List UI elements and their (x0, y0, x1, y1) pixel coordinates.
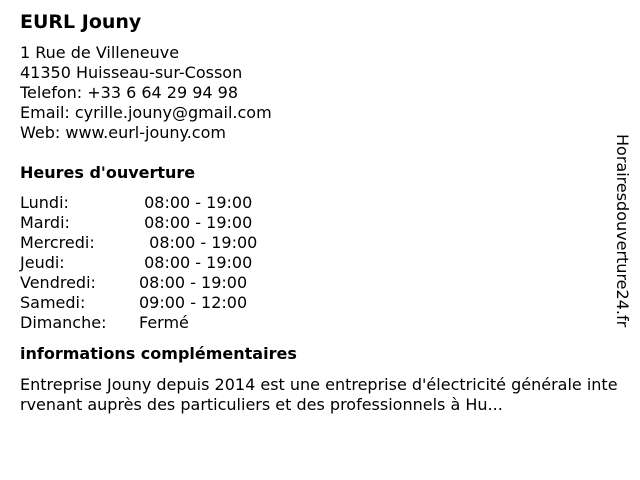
hours-value: 09:00 - 12:00 (139, 293, 248, 312)
hours-row-saturday (20, 293, 257, 313)
hours-value: 08:00 - 19:00 (139, 233, 258, 252)
hours-row-friday (20, 273, 257, 293)
phone-line: Telefon: +33 6 64 29 94 98 (20, 83, 239, 102)
day-label: Vendredi: (20, 273, 96, 292)
business-card (20, 10, 618, 415)
opening-hours-table (20, 193, 257, 333)
hours-row-thursday (20, 253, 257, 273)
email-line: Email: cyrille.jouny@gmail.com (20, 103, 272, 122)
day-label: Lundi: (20, 193, 69, 212)
additional-info-heading: informations complémentaires (20, 344, 297, 363)
hours-row-sunday (20, 313, 257, 333)
hours-row-monday (20, 193, 257, 213)
additional-info-text: Entreprise Jouny depuis 2014 est une entreprise d'électricité générale intervenant auprès des particuliers et des professionnels à Hu... (20, 375, 618, 414)
hours-row-tuesday (20, 213, 257, 233)
day-label: Jeudi: (20, 253, 65, 272)
site-watermark: Horairesdouverture24.fr (613, 134, 632, 328)
address-street: 1 Rue de Villeneuve (20, 43, 180, 62)
website-line: Web: www.eurl-jouny.com (20, 123, 226, 142)
day-label: Dimanche: (20, 313, 107, 332)
day-label: Mercredi: (20, 233, 95, 252)
hours-value: 08:00 - 19:00 (139, 193, 253, 212)
day-label: Mardi: (20, 213, 70, 232)
hours-row-wednesday (20, 233, 257, 253)
hours-value: 08:00 - 19:00 (139, 273, 248, 292)
business-name: EURL Jouny (20, 11, 142, 33)
contact-block (20, 43, 615, 143)
opening-hours-heading: Heures d'ouverture (20, 163, 196, 182)
day-label: Samedi: (20, 293, 86, 312)
hours-value: 08:00 - 19:00 (139, 213, 253, 232)
hours-value: 08:00 - 19:00 (139, 253, 253, 272)
address-city: 41350 Huisseau-sur-Cosson (20, 63, 243, 82)
hours-value: Fermé (139, 313, 189, 332)
